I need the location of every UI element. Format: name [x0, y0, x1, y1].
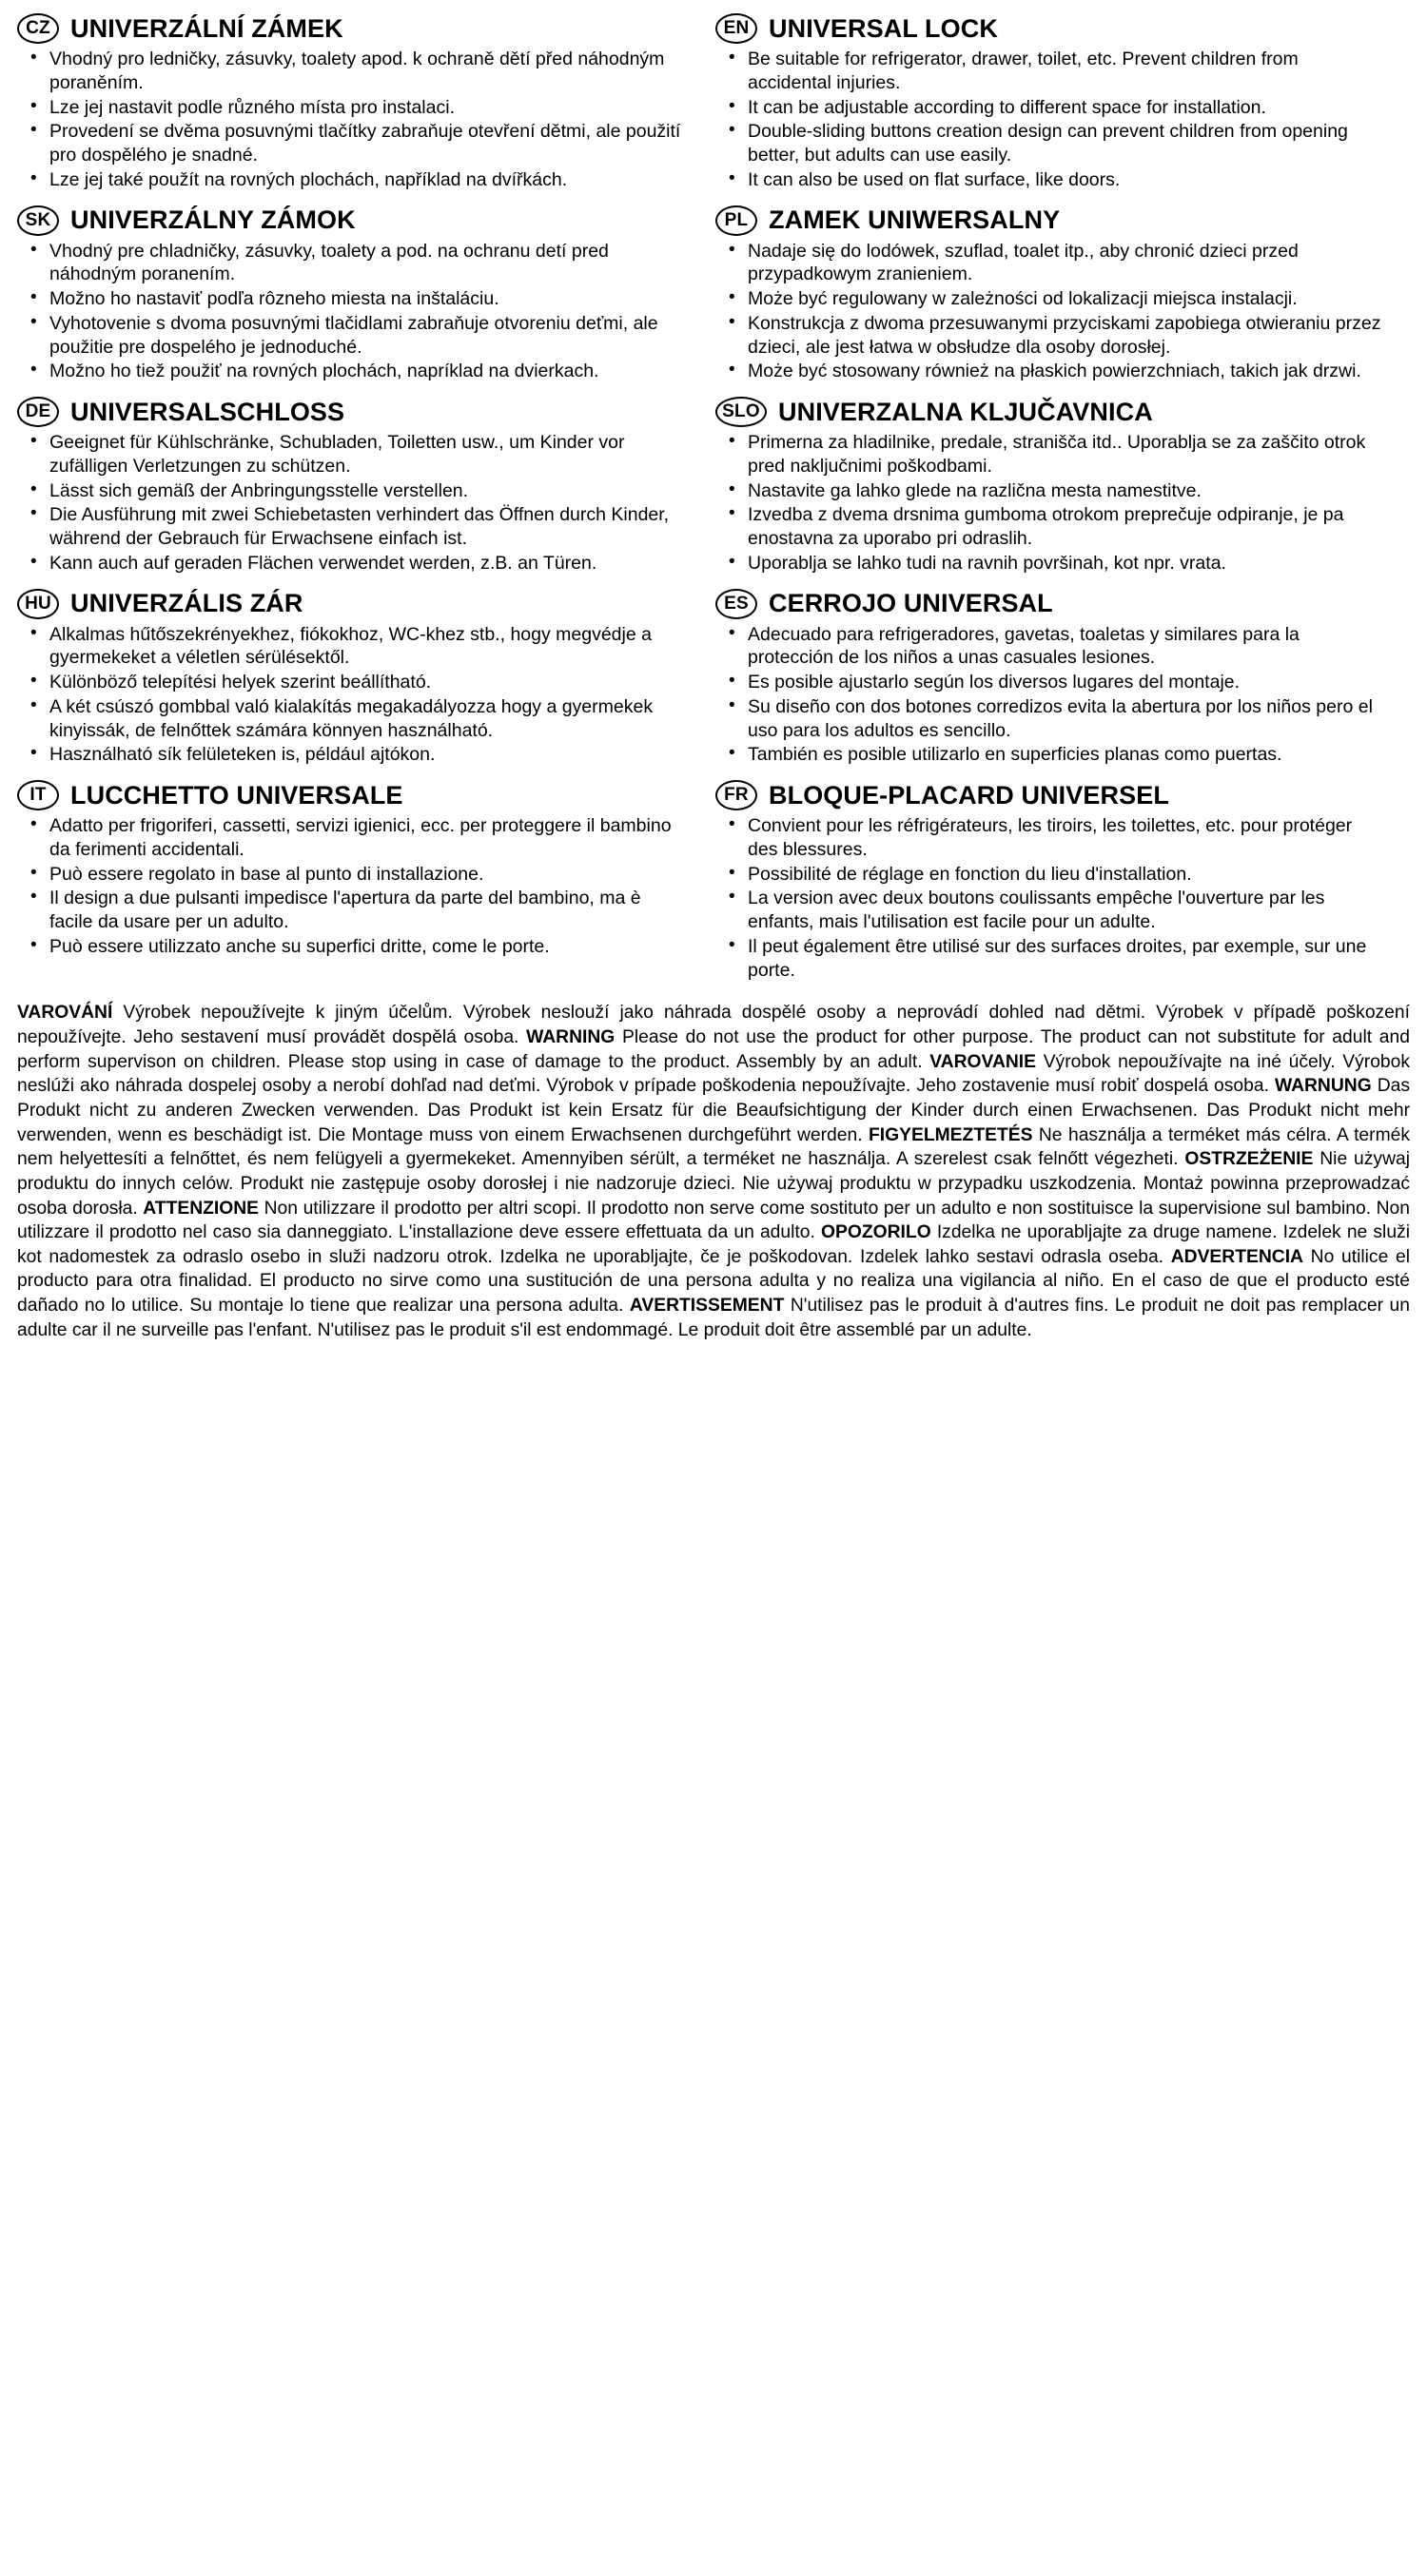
warning-label: WARNING [526, 1026, 616, 1047]
bullet-list [17, 431, 683, 576]
language-badge-slo: SLO [715, 397, 767, 427]
bullet-item: • Convient pour les réfrigérateurs, les tiroirs, les toilettes, etc. pour protéger des blessures. [715, 814, 1381, 862]
language-section-en [715, 13, 1381, 192]
warning-label: OPOZORILO [821, 1222, 931, 1243]
section-header [715, 780, 1381, 810]
language-section-es [715, 589, 1381, 768]
warning-label: AVERTISSEMENT [629, 1296, 785, 1317]
warning-text: Výrobek nepoužívejte k jiným účelům. Výrobek neslouží jako náhrada dospělé osoby a neprovádí dohled nad dětmi. Výrobek v případě poškození nepoužívejte. Jeho sestavení musí provádět dospělá osoba. [17, 1003, 1410, 1047]
bullet-item: • Double-sliding buttons creation design can prevent children from opening better, but adults can use easily. [715, 120, 1381, 167]
section-header [17, 589, 683, 619]
section-title: LUCCHETTO UNIVERSALE [70, 780, 403, 810]
bullet-list [715, 48, 1381, 192]
bullet-list [715, 431, 1381, 576]
bullet-list [17, 623, 683, 768]
bullet-item: • Vyhotovenie s dvoma posuvnými tlačidlami zabraňuje otvoreniu deťmi, ale použitie pre dospelého je jednoduché. [17, 312, 683, 360]
language-badge-pl: PL [715, 205, 757, 236]
warnings-paragraph [17, 1001, 1410, 1342]
section-header [17, 13, 683, 44]
language-badge-it: IT [17, 780, 59, 810]
language-section-cz [17, 13, 683, 192]
bullet-item: • Uporablja se lahko tudi na ravnih površinah, kot npr. vrata. [715, 552, 1381, 576]
language-section-sk [17, 205, 683, 384]
bullet-item: • Primerna za hladilnike, predale, stranišča itd.. Uporablja se za zaščito otrok pred naključnimi poškodbami. [715, 431, 1381, 478]
bullet-list [17, 48, 683, 192]
right-column [715, 13, 1381, 995]
section-title: CERROJO UNIVERSAL [769, 589, 1053, 618]
bullet-item: • Vhodný pro ledničky, zásuvky, toalety apod. k ochraně dětí před náhodným poraněním. [17, 48, 683, 95]
warning-label: ADVERTENCIA [1170, 1246, 1303, 1267]
bullet-item: • Su diseño con dos botones corredizos evita la abertura por los niños pero el uso para los adultos es sencillo. [715, 695, 1381, 743]
warning-text: Výrobok nepoužívajte na iné účely. Výrobok neslúži ako náhrada dospelej osoby a nerobí dohľad nad deťmi. Výrobok v prípade poškodenia nepoužívajte. Jeho zostavenie musí robiť dospelá osoba. [17, 1051, 1411, 1097]
bullet-item: • Provedení se dvěma posuvnými tlačítky zabraňuje otevření dětmi, ale použití pro dospělého je snadné. [17, 120, 683, 167]
warning-label: WARNUNG [1274, 1076, 1372, 1097]
bullet-item: • Lässt sich gemäß der Anbringungsstelle verstellen. [17, 479, 683, 503]
warning-text: Ne használja a terméket más célra. A termék nem helyettesíti a felnőttet, és nem felügyeli a gyermekeket. Amennyiben sérült, a terméket ne használja. A szerelest csak felnőtt végezheti. [17, 1124, 1410, 1170]
section-title: UNIVERZALNA KLJUČAVNICA [778, 397, 1153, 426]
bullet-item: • Adecuado para refrigeradores, gavetas, toaletas y similares para la protección de los niños a unas casuales lesiones. [715, 623, 1381, 671]
language-badge-fr: FR [715, 780, 757, 810]
section-header [715, 205, 1381, 236]
language-badge-sk: SK [17, 205, 59, 236]
bullet-item: • Nadaje się do lodówek, szuflad, toalet itp., aby chronić dzieci przed przypadkowym zranieniem. [715, 240, 1381, 287]
bullet-item: • It can be adjustable according to different space for installation. [715, 96, 1381, 120]
bullet-item: • Be suitable for refrigerator, drawer, toilet, etc. Prevent children from accidental injuries. [715, 48, 1381, 95]
bullet-item: • Nastavite ga lahko glede na različna mesta namestitve. [715, 479, 1381, 503]
language-badge-cz: CZ [17, 13, 59, 44]
warning-label: OSTRZEŻENIE [1184, 1149, 1314, 1170]
warning-text: Non utilizzare il prodotto per altri scopi. Il prodotto non serve come sostituto per un adulto e non sostituisce la supervisione sul bambino. Non utilizzare il prodotto nel caso sia danneggiato. L'installazione deve essere effettuata da un adulto. [17, 1198, 1411, 1243]
warning-text: N'utilisez pas le produit à d'autres fins. Le produit ne doit pas remplacer un adulte car il ne surveille pas l'enfant. N'utilisez pas le produit s'il est endommagé. Le produit doit être assemblé par un adulte. [17, 1296, 1410, 1340]
language-badge-en: EN [715, 13, 757, 44]
bullet-item: • Geeignet für Kühlschränke, Schubladen, Toiletten usw., um Kinder vor zufälligen Verletzungen zu schützen. [17, 431, 683, 478]
bullet-list [17, 814, 683, 959]
bullet-item: • Può essere utilizzato anche su superfici dritte, come le porte. [17, 935, 683, 959]
bullet-item: • Kann auch auf geraden Flächen verwendet werden, z.B. an Türen. [17, 552, 683, 576]
bullet-item: • Alkalmas hűtőszekrényekhez, fiókokhoz, WC-khez stb., hogy megvédje a gyermekeket a véletlen sérülésektől. [17, 623, 683, 671]
bullet-item: • Vhodný pre chladničky, zásuvky, toalety a pod. na ochranu detí pred náhodným poranením. [17, 240, 683, 287]
section-title: UNIVERSALSCHLOSS [70, 397, 345, 426]
section-header [17, 780, 683, 810]
left-column [17, 13, 683, 995]
bullet-item: • Lze jej nastavit podle různého místa pro instalaci. [17, 96, 683, 120]
bullet-list [715, 814, 1381, 982]
section-header [715, 13, 1381, 44]
bullet-item: • Használható sík felületeken is, például ajtókon. [17, 743, 683, 767]
bullet-item: • Die Ausführung mit zwei Schiebetasten verhindert das Öffnen durch Kinder, während der Gebrauch für Erwachsene einfach ist. [17, 503, 683, 551]
warning-text: Izdelka ne uporabljajte za druge namene. Izdelek ne služi kot nadomestek za odraslo osebo in služi nadzoru otrok. Izdelka ne uporabljajte, če je poškodovan. Izdelek lahko sestavi odrasla oseba. [17, 1222, 1410, 1267]
bullet-item: • Különböző telepítési helyek szerint beállítható. [17, 671, 683, 694]
language-section-pl [715, 205, 1381, 384]
warning-text: Das Produkt nicht zu anderen Zwecken verwenden. Das Produkt ist kein Ersatz für die Beaufsichtigung der Kinder durch einen Erwachsenen. Das Produkt nicht mehr verwenden, wenn es beschädigt ist. Die Montage muss von einem Erwachsenen durchgeführt werden. [17, 1076, 1410, 1145]
bullet-list [17, 240, 683, 384]
bullet-item: • Może być regulowany w zależności od lokalizacji miejsca instalacji. [715, 287, 1381, 311]
language-section-slo [715, 397, 1381, 576]
bullet-item: • Es posible ajustarlo según los diversos lugares del montaje. [715, 671, 1381, 694]
section-header [715, 397, 1381, 427]
section-title: ZAMEK UNIWERSALNY [769, 205, 1061, 235]
language-badge-de: DE [17, 397, 59, 427]
bullet-item: • Konstrukcja z dwoma przesuwanymi przyciskami zapobiega otwieraniu przez dzieci, ale jest łatwa w obsłudze dla osoby dorosłej. [715, 312, 1381, 360]
bullet-item: • Possibilité de réglage en fonction du lieu d'installation. [715, 863, 1381, 887]
bullet-item: • A két csúszó gombbal való kialakítás megakadályozza hogy a gyermekek kinyissák, de felnőttek számára könnyen használható. [17, 695, 683, 743]
warning-label: VAROVANIE [929, 1051, 1037, 1072]
warning-label: VAROVÁNÍ [17, 1003, 113, 1024]
bullet-item: • It can also be used on flat surface, like doors. [715, 168, 1381, 192]
bullet-item: • También es posible utilizarlo en superficies planas como puertas. [715, 743, 1381, 767]
bullet-item: • La version avec deux boutons coulissants empêche l'ouverture par les enfants, mais l'utilisation est facile pour un adulte. [715, 887, 1381, 934]
bullet-list [715, 240, 1381, 384]
bullet-item: • Il design a due pulsanti impedisce l'apertura da parte del bambino, ma è facile da usare per un adulto. [17, 887, 683, 934]
language-columns [17, 13, 1410, 995]
language-section-hu [17, 589, 683, 768]
section-title: UNIVERSAL LOCK [769, 13, 998, 43]
language-badge-hu: HU [17, 589, 59, 619]
section-header [17, 397, 683, 427]
warning-text: Nie używaj produktu do innych celów. Produkt nie zastępuje osoby dorosłej i nie nadzoruje dzieci. Nie używaj produktu w przypadku uszkodzenia. Montaż powinna przeprowadzać osoba dorosła. [17, 1149, 1410, 1219]
language-section-de [17, 397, 683, 576]
bullet-item: • Možno ho nastaviť podľa rôzneho miesta na inštaláciu. [17, 287, 683, 311]
warning-label: FIGYELMEZTETÉS [868, 1124, 1033, 1145]
bullet-item: • Možno ho tiež použiť na rovných plochách, napríklad na dvierkach. [17, 360, 683, 383]
section-title: UNIVERZÁLIS ZÁR [70, 589, 303, 618]
section-title: UNIVERZÁLNY ZÁMOK [70, 205, 356, 235]
warning-text: No utilice el producto para otra finalidad. El producto no sirve como una sustitución de una persona adulta y no realiza una vigilancia al niño. En el caso de que el producto esté dañado no lo utilice. Su montaje lo tiene que realizar una persona adulta. [17, 1246, 1410, 1317]
bullet-item: • Lze jej také použít na rovných plochách, například na dvířkách. [17, 168, 683, 192]
section-header [17, 205, 683, 236]
bullet-item: • Può essere regolato in base al punto di installazione. [17, 863, 683, 887]
language-section-it [17, 780, 683, 959]
section-header [715, 589, 1381, 619]
bullet-list [715, 623, 1381, 768]
language-badge-es: ES [715, 589, 757, 619]
warning-text: Please do not use the product for other purpose. The product can not substitute for adult and perform supervison on children. Please stop using in case of damage to the product. Assembly by an adult. [17, 1026, 1410, 1072]
bullet-item: • Może być stosowany również na płaskich powierzchniach, takich jak drzwi. [715, 360, 1381, 383]
bullet-item: • Adatto per frigoriferi, cassetti, servizi igienici, ecc. per proteggere il bambino da ferimenti accidentali. [17, 814, 683, 862]
bullet-item: • Il peut également être utilisé sur des surfaces droites, par exemple, sur une porte. [715, 935, 1381, 983]
bullet-item: • Izvedba z dvema drsnima gumboma otrokom preprečuje odpiranje, je pa enostavna za uporabo pri odraslih. [715, 503, 1381, 551]
warning-label: ATTENZIONE [143, 1198, 260, 1219]
section-title: UNIVERZÁLNÍ ZÁMEK [70, 13, 343, 43]
section-title: BLOQUE-PLACARD UNIVERSEL [769, 780, 1169, 810]
language-section-fr [715, 780, 1381, 982]
